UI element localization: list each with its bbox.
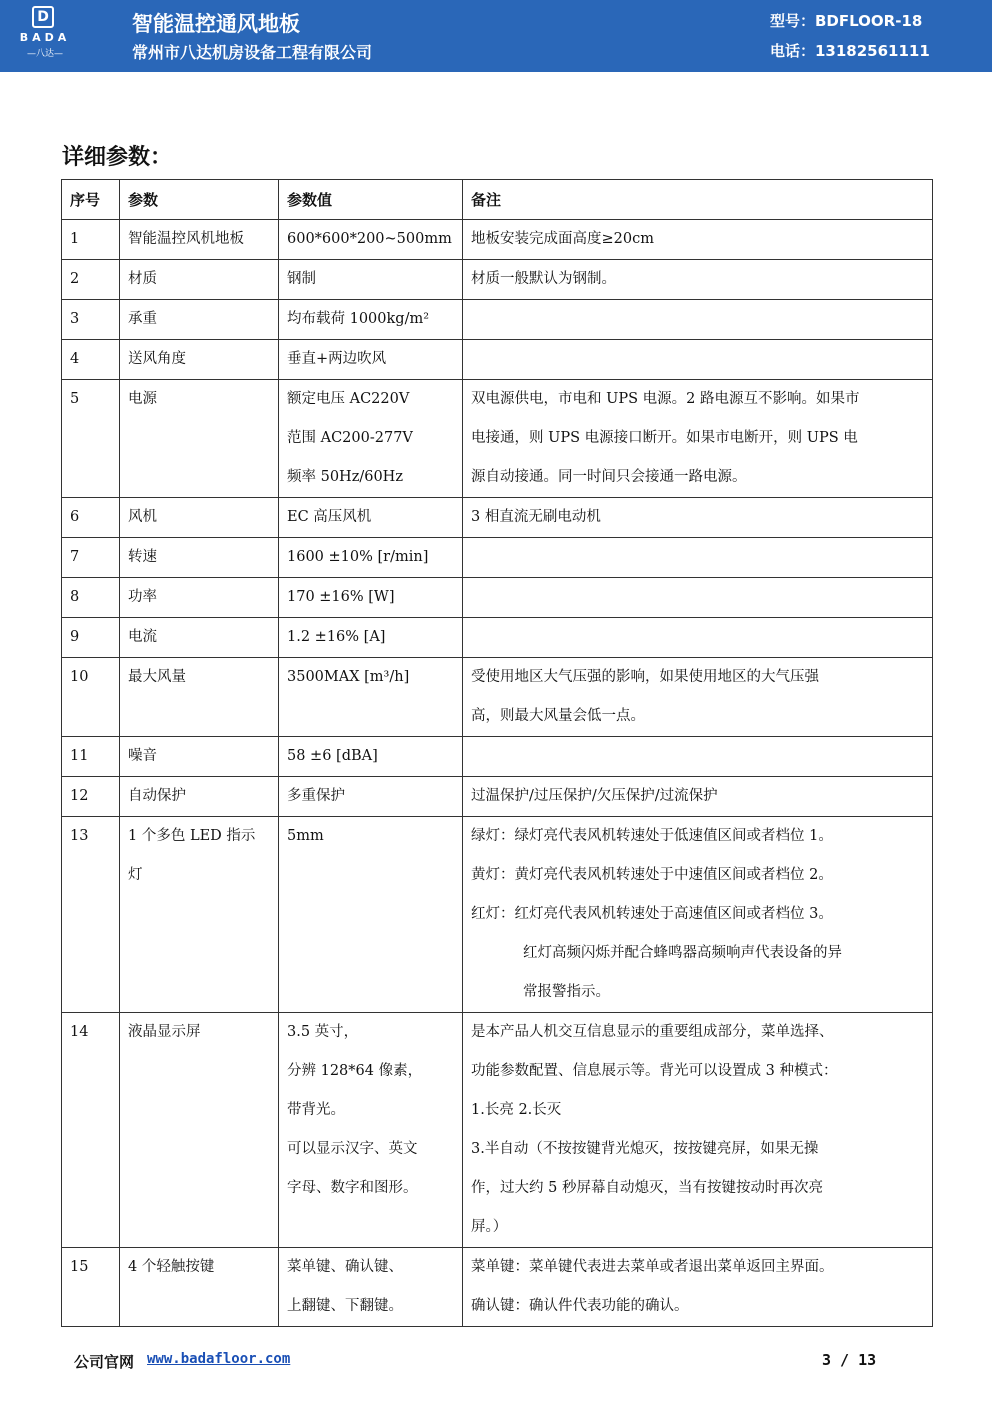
cell-line: 红灯：红灯亮代表风机转速处于高速值区间或者档位 3。 [471,906,833,922]
cell-no: 7 [62,538,120,578]
cell-line: 材质 [128,271,157,287]
cell-line: 3.5 英寸， [287,1024,359,1040]
page-number: 3 / 13 [822,1351,877,1369]
cell-line: 58 ±6 [dBA] [287,748,378,764]
cell-line: 自动保护 [128,788,186,804]
cell-line: 最大风量 [128,669,186,685]
cell-param [120,578,279,618]
cell-value [279,658,463,737]
table-row [62,578,933,618]
cell-line: 菜单键、确认键、 [287,1259,403,1275]
cell-line: 可以显示汉字、英文 [287,1141,418,1157]
page-header [0,0,992,72]
cell-line: 均布载荷 1000kg/m² [287,311,430,327]
header-note: 备注 [463,180,933,220]
cell-value [279,1013,463,1248]
cell-no: 8 [62,578,120,618]
company-name: 常州市八达机房设备工程有限公司 [132,43,373,62]
cell-note [463,1248,933,1327]
cell-line: 功能参数配置、信息展示等。背光可以设置成 3 种模式： [471,1063,838,1079]
cell-value [279,220,463,260]
model-number: 型号：BDFLOOR-18 [770,12,923,30]
cell-param [120,658,279,737]
cell-line: EC 高压风机 [287,509,372,525]
cell-line: 带背光。 [287,1102,345,1118]
cell-no: 9 [62,618,120,658]
table-row [62,220,933,260]
cell-note [463,380,933,498]
cell-line: 3 相直流无刷电动机 [471,509,601,525]
cell-line: 1.长亮 2.长灭 [471,1102,562,1118]
header-param: 参数 [120,180,279,220]
cell-line: 黄灯：黄灯亮代表风机转速处于中速值区间或者档位 2。 [471,867,833,883]
cell-no: 4 [62,340,120,380]
parameter-table [61,179,933,1327]
cell-line: 地板安装完成面高度≥20cm [471,231,654,247]
cell-line: 电源 [128,391,157,407]
cell-line: 频率 50Hz/60Hz [287,469,403,485]
cell-line: 红灯高频闪烁并配合蜂鸣器高频响声代表设备的异 [523,945,842,961]
cell-note [463,498,933,538]
cell-no: 2 [62,260,120,300]
cell-no: 12 [62,777,120,817]
cell-value [279,380,463,498]
table-header-row [62,180,933,220]
cell-value [279,340,463,380]
cell-param [120,380,279,498]
cell-line: 菜单键：菜单键代表进去菜单或者退出菜单返回主界面。 [471,1259,834,1275]
cell-no: 15 [62,1248,120,1327]
section-title: 详细参数： [62,145,173,170]
cell-note [463,817,933,1013]
cell-no: 14 [62,1013,120,1248]
logo-wordmark: BADA [19,31,71,44]
cell-line: 风机 [128,509,157,525]
cell-param [120,777,279,817]
cell-param [120,220,279,260]
cell-line: 屏。） [471,1219,508,1235]
cell-line: 电接通，则 UPS 电源接口断开。如果市电断开，则 UPS 电 [471,430,858,446]
cell-note [463,538,933,578]
table-row [62,618,933,658]
cell-note [463,777,933,817]
cell-param [120,737,279,777]
product-title: 智能温控通风地板 [132,12,300,36]
cell-param [120,340,279,380]
cell-line: 确认键：确认件代表功能的确认。 [471,1298,689,1314]
cell-line: 5mm [287,828,324,844]
cell-no: 10 [62,658,120,737]
cell-line: 分辨 128*64 像素， [287,1063,423,1079]
cell-no: 3 [62,300,120,340]
cell-no: 11 [62,737,120,777]
cell-value [279,618,463,658]
cell-line: 额定电压 AC220V [287,391,410,407]
cell-line: 作，过大约 5 秒屏幕自动熄灭，当有按键按动时再次亮 [471,1180,823,1196]
cell-no: 5 [62,380,120,498]
cell-line: 灯 [128,867,143,883]
table-row [62,260,933,300]
cell-param [120,1248,279,1327]
cell-line: 功率 [128,589,157,605]
header-value: 参数值 [279,180,463,220]
cell-line: 送风角度 [128,351,186,367]
company-logo [14,6,76,64]
cell-line: 承重 [128,311,157,327]
cell-no: 13 [62,817,120,1013]
cell-param [120,817,279,1013]
cell-no: 6 [62,498,120,538]
cell-line: 范围 AC200-277V [287,430,413,446]
cell-line: 4 个轻触按键 [128,1259,215,1275]
cell-note [463,300,933,340]
cell-note [463,737,933,777]
cell-value [279,578,463,618]
cell-line: 双电源供电，市电和 UPS 电源。2 路电源互不影响。如果市 [471,391,860,407]
cell-note [463,220,933,260]
table-row [62,1013,933,1248]
table-row [62,1248,933,1327]
cell-line: 1600 ±10% [r/min] [287,549,429,565]
cell-line: 常报警指示。 [523,984,610,1000]
table-row [62,498,933,538]
cell-param [120,618,279,658]
cell-line: 多重保护 [287,788,345,804]
cell-note [463,658,933,737]
cell-param [120,498,279,538]
cell-line: 上翻键、下翻键。 [287,1298,403,1314]
table-row [62,340,933,380]
cell-value [279,737,463,777]
cell-note [463,340,933,380]
table-row [62,300,933,340]
cell-value [279,260,463,300]
cell-line: 源自动接通。同一时间只会接通一路电源。 [471,469,747,485]
cell-line: 170 ±16% [W] [287,589,395,605]
cell-line: 受使用地区大气压强的影响，如果使用地区的大气压强 [471,669,819,685]
cell-param [120,1013,279,1248]
cell-value [279,777,463,817]
cell-line: 3.半自动（不按按键背光熄灭，按按键亮屏，如果无操 [471,1141,819,1157]
website-link[interactable]: www.badafloor.com [147,1351,291,1367]
cell-note [463,260,933,300]
cell-line: 1.2 ±16% [A] [287,629,386,645]
table-row [62,817,933,1013]
cell-value [279,1248,463,1327]
cell-line: 钢制 [287,271,316,287]
table-row [62,658,933,737]
logo-subtitle: —八达— [26,49,63,59]
cell-line: 垂直+两边吹风 [287,351,387,367]
cell-line: 材质一般默认为钢制。 [471,271,616,287]
cell-note [463,618,933,658]
cell-line: 转速 [128,549,157,565]
cell-line: 600*600*200~500mm [287,231,452,247]
cell-line: 是本产品人机交互信息显示的重要组成部分，菜单选择、 [471,1024,834,1040]
cell-value [279,300,463,340]
cell-value [279,498,463,538]
table-row [62,777,933,817]
cell-line: 1 个多色 LED 指示 [128,828,256,844]
phone-number: 电话：13182561111 [770,42,930,60]
table-row [62,737,933,777]
cell-no: 1 [62,220,120,260]
cell-line: 高，则最大风量会低一点。 [471,708,645,724]
cell-line: 绿灯：绿灯亮代表风机转速处于低速值区间或者档位 1。 [471,828,833,844]
logo-letter: D [37,9,49,25]
cell-note [463,1013,933,1248]
cell-value [279,538,463,578]
cell-line: 智能温控风机地板 [128,231,244,247]
table-row [62,538,933,578]
cell-line: 3500MAX [m³/h] [287,669,410,685]
logo-mark-icon [32,6,54,28]
cell-param [120,538,279,578]
table-body [62,220,933,1327]
cell-line: 字母、数字和图形。 [287,1180,418,1196]
cell-line: 噪音 [128,748,157,764]
table-row [62,380,933,498]
cell-param [120,260,279,300]
cell-line: 电流 [128,629,157,645]
footer-label: 公司官网 [74,1353,135,1371]
cell-line: 过温保护/过压保护/欠压保护/过流保护 [471,788,718,804]
header-no: 序号 [62,180,120,220]
cell-note [463,578,933,618]
cell-value [279,817,463,1013]
cell-line: 液晶显示屏 [128,1024,201,1040]
cell-param [120,300,279,340]
